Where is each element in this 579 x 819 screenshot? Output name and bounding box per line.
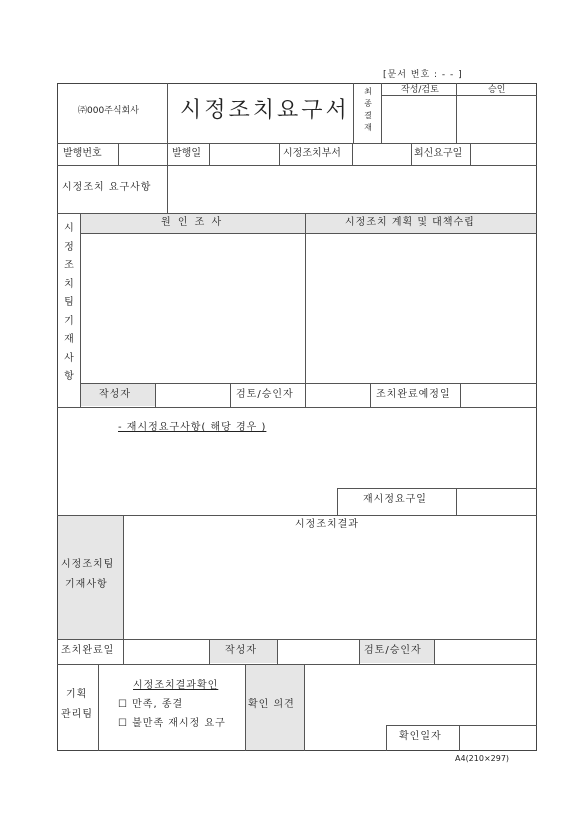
re-request-text: - 재시정요구사항( 해당 경우 ) (118, 422, 267, 433)
review-header: 작성/검토 (401, 85, 439, 95)
team-label-line1: 시정조치팀 (61, 559, 115, 570)
issue-date-label: 발행일 (172, 148, 201, 159)
final-approval-label: 최 종 결 재 (364, 87, 372, 132)
issue-number-label: 발행번호 (63, 148, 102, 159)
done-writer-label: 작성자 (225, 645, 257, 656)
writer-label: 작성자 (99, 389, 131, 400)
planning-label-line1: 기획 (66, 689, 88, 700)
confirm-title: 시정조치결과확인 (133, 680, 219, 691)
opinion-label: 확인 의견 (248, 699, 295, 710)
plan-header: 시정조치 계획 및 대책수립 (345, 217, 475, 228)
option-unsatisfied[interactable]: ☐ 불만족 재시정 요구 (118, 718, 226, 729)
done-date-label: 조치완료일 (61, 645, 115, 656)
due-date-label: 조치완료예정일 (376, 389, 451, 400)
document-title: 시정조치요구서 (180, 98, 350, 123)
department-label: 시정조치부서 (283, 148, 341, 159)
request-label: 시정조치 요구사항 (62, 182, 152, 193)
planning-label-line2: 관리팀 (61, 709, 93, 720)
paper-size-label: A4(210×297) (455, 754, 510, 763)
approve-header: 승인 (488, 85, 506, 95)
reply-date-label: 회신요구일 (414, 148, 463, 159)
document-number-label: [문서 번호 : - - ] (383, 70, 463, 80)
reviewer-label: 검토/승인자 (236, 389, 294, 400)
confirm-date-label: 확인일자 (399, 731, 442, 742)
cause-field[interactable] (81, 234, 304, 383)
result-header: 시정조치결과 (295, 519, 359, 530)
team-vertical-label: 시 정 조 치 팀 기 재 사 항 (64, 223, 74, 382)
done-reviewer-label: 검토/승인자 (364, 645, 422, 656)
plan-field[interactable] (306, 234, 536, 383)
company-name: ㈜000주식회사 (78, 106, 139, 116)
cause-header: 원 인 조 사 (161, 217, 224, 228)
team-label-line2: 기재사항 (65, 579, 108, 590)
re-request-date-label: 재시정요구일 (363, 494, 427, 505)
option-satisfied[interactable]: ☐ 만족, 종결 (118, 699, 184, 710)
